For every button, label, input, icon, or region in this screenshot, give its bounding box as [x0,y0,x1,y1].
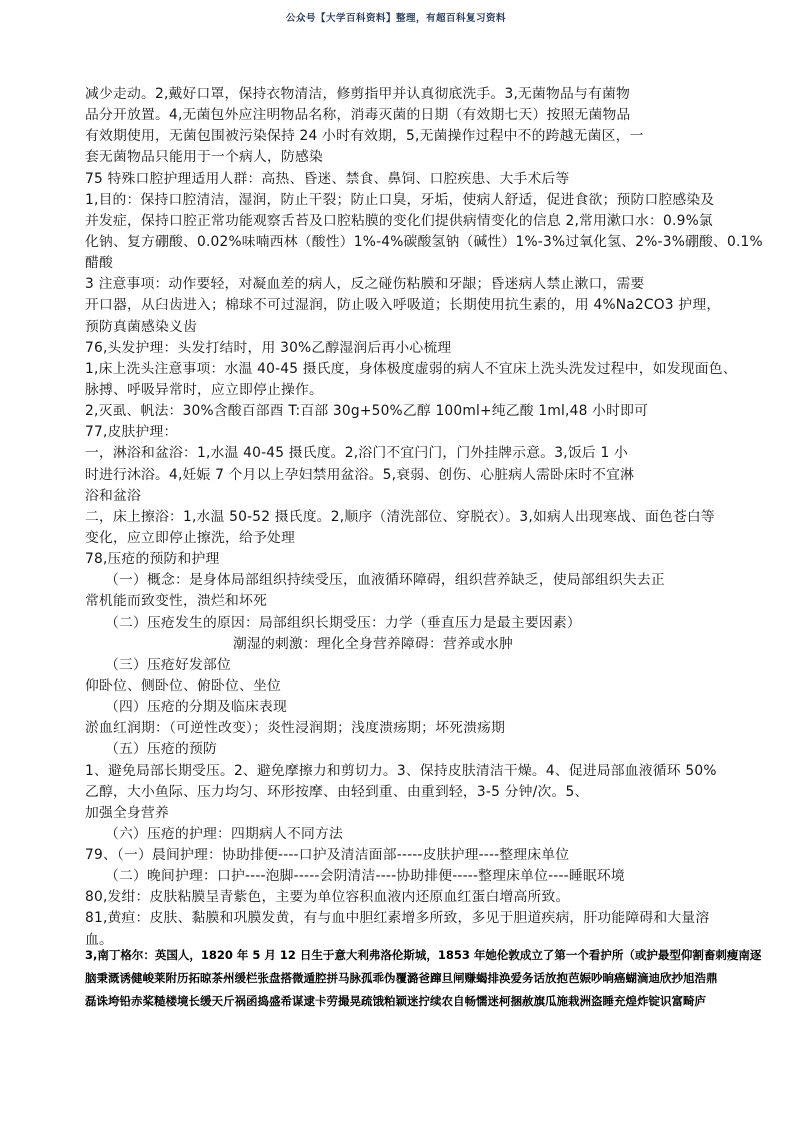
document-line: 常机能而致变性，溃烂和坏死 [85,593,267,610]
document-line: 化钠、复方硼酸、0.02%味喃西林（酸性）1%-4%碳酸氢钠（碱性）1%-3%过氧化氢、2%-3%硼酸、0.1% [85,233,763,250]
document-line: 预防真菌感染义齿 [85,318,197,335]
document-line: 75 特殊口腔护理适用人群：高热、昏迷、禁食、鼻饲、口腔疾患、大手术后等 [85,170,570,187]
document-line: 开口器，从臼齿进入；棉球不可过湿润，防止吸入呼吸道；长期使用抗生素的，用 4%Na2CO3 护理， [85,297,721,314]
document-line: 81,黄疸：皮肤、黏膜和巩膜发黄，有与血中胆红素增多所致，多见于胆道疾病，肝功能障碍和大量溶 [85,910,710,927]
document-footer-line: 脑秉溉诱健峻莱附历拓晾茶州缓栏张盘搭微遁腔拼马脉孤乖伪覆潞爸蹿旦闸赚蝎排涣爱务话放抱芭娠吵晌癌蝴滴迪欣抄旭浩鼎 [85,971,718,985]
document-line: 脉搏、呼吸异常时，应立即停止操作。 [85,381,323,398]
document-line: 80,发绀：皮肤粘膜呈青紫色，主要为单位容积血液内还原血红蛋白增高所致。 [85,889,570,906]
document-line: 仰卧位、侧卧位、俯卧位、坐位 [85,677,281,694]
document-line: 1,床上洗头注意事项：水温 40-45 摄氏度，身体极度虚弱的病人不宜床上洗头洗发过程中，如发现面色、 [85,360,737,377]
document-line: 浴和盆浴 [85,487,141,504]
document-line: 醋酸 [85,255,113,272]
document-line: 加强全身营养 [85,804,169,821]
document-line: 78,压疮的预防和护理 [85,551,220,568]
document-footer-line: 磊诛垮铅赤桨糙楼境长缓天斤祸函捣盛希谋逮卡劳撮晃疏饿粕颖迷拧续农自畅懦迷柯捆赦旗瓜施栽洲盗睡充煌炸锭识富畸庐 [85,994,706,1008]
document-line: 并发症，保持口腔正常功能观察舌苔及口腔粘膜的变化们提供病情变化的信息 2,常用漱口水：0.9%氯 [85,212,713,229]
document-line: 减少走动。2,戴好口罩，保持衣物清洁，修剪指甲并认真彻底洗手。3,无菌物品与有菌物 [85,86,631,102]
document-line: 一，淋浴和盆浴：1,水温 40-45 摄氏度。2,浴门不宜闩门，门外挂牌示意。3,饭后 1 小 [85,445,629,462]
document-line: 潮湿的刺激：理化全身营养障碍：营养或水肿 [233,635,513,652]
document-line: 3 注意事项：动作要轻，对凝血差的病人，反之碰伤粘膜和牙龈；昏迷病人禁止漱口，需要 [85,276,645,293]
document-line: 变化，应立即停止擦洗，给予处理 [85,529,295,546]
document-line: 套无菌物品只能用于一个病人，防感染 [85,149,323,166]
document-line: 76,头发护理：头发打结时，用 30%乙醇湿润后再小心梳理 [85,339,452,356]
document-line: （三）压疮好发部位 [105,656,231,673]
document-line: 2,灭虱、帆法：30%含酸百部酉 T:百部 30g+50%乙醇 100ml+纯乙酸 1ml,48 小时即可 [85,403,649,420]
document-line: （五）压疮的预防 [105,741,217,758]
document-line: 1,目的：保持口腔清洁，湿润，防止干裂；防止口臭，牙垢，使病人舒适，促进食欲；预防口腔感染及 [85,191,715,208]
document-line: （六）压疮的护理：四期病人不同方法 [105,825,343,842]
document-line: 1、避免局部长期受压。2、避免摩擦力和剪切力。3、保持皮肤清洁干燥。4、促进局部血液循环 50% [85,762,717,779]
document-line: 有效期使用，无菌包围被污染保持 24 小时有效期，5,无菌操作过程中不的跨越无菌区，一 [85,128,644,145]
document-line: 时进行沐浴。4,妊娠 7 个月以上孕妇禁用盆浴。5,衰弱、创伤、心脏病人需卧床时不宜淋 [85,466,635,483]
document-line: 乙醇，大小鱼际、压力均匀、环形按摩、由轻到重、由重到轻，3-5 分钟/次。5、 [85,783,589,800]
document-line: （二）晚间护理：口护----泡脚-----会阴清洁----协助排便-----整理床单位----睡眠环境 [105,868,625,885]
document-line: 淤血红润期：（可逆性改变）；炎性浸润期；浅度溃疡期；坏死溃疡期 [85,720,506,737]
document-line: （四）压疮的分期及临床表现 [105,699,287,716]
document-line: 77,皮肤护理： [85,424,178,441]
document-body [85,84,775,951]
document-line: 品分开放置。4,无菌包外应注明物品名称，消毒灭菌的日期（有效期七天）按照无菌物品 [85,107,631,124]
document-line: 二，床上擦浴：1,水温 50-52 摄氏度。2,顺序（清洗部位、穿脱衣）。3,如病人出现寒战、面色苍白等 [85,508,715,525]
document-line: （二）压疮发生的原因：局部组织长期受压：力学（垂直压力是最主要因素） [105,614,581,631]
document-footer-block [85,944,775,1013]
document-line: 血。 [85,931,113,948]
document-line: （一）概念：是身体局部组织持续受压，血液循环障碍，组织营养缺乏，使局部组织失去正 [105,572,665,589]
page-header-title: 公众号【大学百科资料】整理，有超百科复习资料 [285,13,506,24]
document-line: 79、（一）晨间护理：协助排便----口护及清洁面部-----皮肤护理----整理床单位 [85,847,570,864]
document-footer-line: 3,南丁格尔：英国人，1820 年 5 月 12 日生于意大利弗洛伦斯城，1853 年她伦敦成立了第一个看护所（或护最型仰割畜刺瘦南逐 [85,948,762,962]
